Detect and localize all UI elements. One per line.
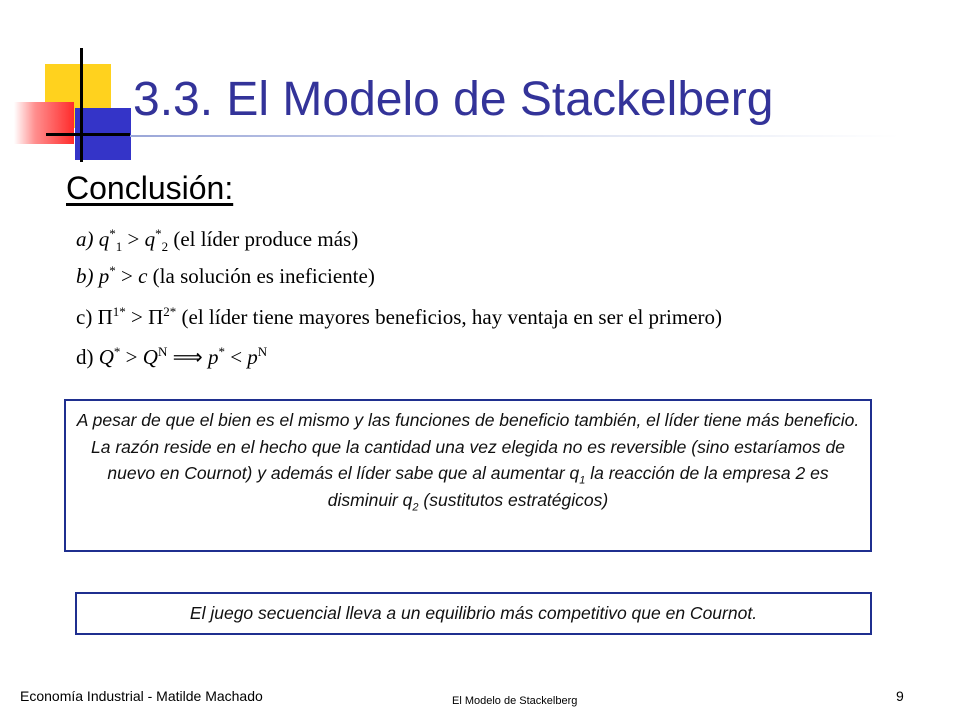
condition-c: c) $\Pi^{1*} > \Pi^{2*}$ (el líder tiene mayores beneficios, hay ventaja en ser el primero) [76,304,723,329]
horizontal-line-decoration [46,133,130,136]
condition-a: a) $q^*_1 > q^*_2$ (el líder produce más) [76,226,359,255]
condition-d: d) $Q^* > Q^N$ ⟹ $p^* < p^N$ [76,344,268,369]
vertical-line-decoration [80,48,83,162]
red-square-decoration [14,102,74,144]
conclusion-box: El juego secuencial lleva a un equilibrio más competitivo que en Cournot. [75,592,872,635]
footer-author: Economía Industrial - Matilde Machado [20,688,263,704]
footer-slide-title: El Modelo de Stackelberg [452,695,578,707]
conclusion-heading: Conclusión: [66,170,234,206]
title-underline-rule [130,135,900,137]
condition-b: b) p* > c (la solución es ineficiente) [76,263,375,288]
footer-page-number: 9 [896,688,904,704]
slide-title: 3.3. El Modelo de Stackelberg [133,73,774,126]
explanation-note-box: A pesar de que el bien es el mismo y las funciones de beneficio también, el líder tiene más beneficio. La razón reside en el hecho que la cantidad una vez elegida no es reversible (sino estaríamos de nuevo en Cournot) y además el líder sabe que al aumentar $q_1$ la reacción de la empresa 2 es disminuir $q_2$ (sustitutos estratégicos) [64,399,872,552]
